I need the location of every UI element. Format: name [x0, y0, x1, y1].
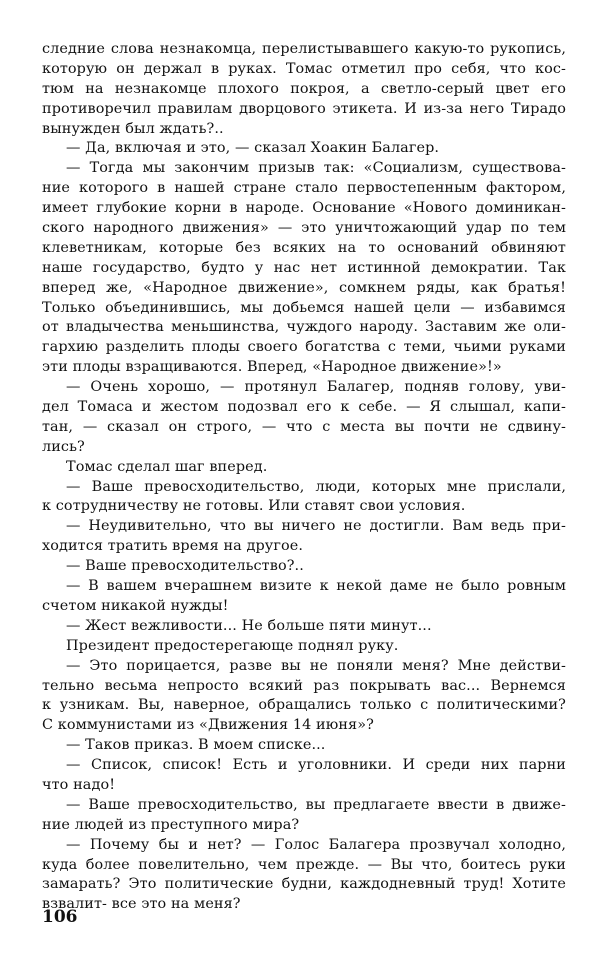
- text-line: Только объединившись, мы добьемся нашей цели — избавимся: [42, 299, 566, 316]
- text-line: — В вашем вчерашнем визите к некой даме не было ровным: [66, 578, 566, 595]
- text-line: что надо!: [42, 776, 116, 793]
- text-line: — Жест вежливости... Не больше пяти минут...: [66, 617, 432, 634]
- text-line: следние слова незнакомца, перелистывавшего какую-то рукопись,: [42, 41, 566, 57]
- text-line: имеет глубокие корни в народе. Основание «Нового доминикан-: [42, 200, 566, 217]
- text-line: Томас сделал шаг вперед.: [66, 458, 268, 475]
- text-line: — Тогда мы закончим призыв так: «Социализм, существова-: [66, 160, 566, 177]
- text-line: к узникам. Вы, наверное, обращались только с политическими?: [42, 697, 566, 714]
- text-line: ходится тратить время на другое.: [42, 538, 304, 555]
- text-line: — Это порицается, разве вы не поняли меня? Мне действи-: [66, 657, 566, 674]
- text-line: вынужден был ждать?..: [42, 120, 224, 137]
- text-line: наше государство, будто у нас нет истинной демократии. Так: [42, 259, 566, 276]
- text-line: ского народного движения» — это уничтожающий удар по тем: [42, 220, 566, 237]
- text-line: С коммунистами из «Движения 14 июня»?: [42, 717, 374, 734]
- text-line: — Почему бы и нет? — Голос Балагера прозвучал холодно,: [66, 836, 566, 853]
- page-text: [42, 40, 566, 915]
- text-line: от владычества меньшинства, чуждого народу. Заставим же оли-: [42, 319, 566, 336]
- text-line: — Ваше превосходительство, люди, которых мне прислали,: [66, 478, 566, 495]
- text-line: — Очень хорошо, — протянул Балагер, подняв голову, уви-: [66, 379, 566, 396]
- text-line: ние которого в нашей стране стало первостепенным фактором,: [42, 180, 566, 197]
- text-line: тюм на незнакомце плохого покроя, а светло-серый цвет его: [42, 80, 566, 97]
- text-line: к сотрудничеству не готовы. Или ставят свои условия.: [42, 498, 466, 515]
- text-line: клеветникам, которые без всяких на то оснований обвиняют: [42, 239, 566, 256]
- text-line: вперед же, «Народное движение», сомкнем ряды, как братья!: [42, 279, 566, 296]
- text-line: взвалит- все это на меня?: [42, 896, 241, 913]
- text-line: дел Томаса и жестом подозвал его к себе. — Я слышал, капи-: [42, 399, 566, 416]
- text-line: противоречил правилам дворцового этикета. И из-за него Тирадо: [42, 100, 566, 117]
- text-line: — Да, включая и это, — сказал Хоакин Балагер.: [66, 140, 440, 157]
- text-line: куда более повелительно, чем прежде. — Вы что, боитесь руки: [42, 856, 566, 873]
- text-line: счетом никакой нужды!: [42, 597, 229, 614]
- text-line: — Список, список! Есть и уголовники. И среди них парни: [66, 757, 566, 774]
- text-line: тельно весьма непросто всякий раз покрывать вас... Вернемся: [42, 677, 566, 694]
- text-line: лись?: [42, 438, 85, 455]
- text-line: гархию разделить плоды своего богатства с теми, чьими руками: [42, 339, 566, 356]
- page-number: 106: [42, 907, 78, 927]
- text-line: ние людей из преступного мира?: [42, 816, 300, 833]
- text-line: Президент предостерегающе поднял руку.: [66, 637, 399, 654]
- text-line: — Неудивительно, что вы ничего не достигли. Вам ведь при-: [66, 518, 566, 535]
- text-line: эти плоды взращиваются. Вперед, «Народное движение»!»: [42, 359, 502, 376]
- text-line: — Ваше превосходительство?..: [66, 558, 304, 575]
- text-line: тан, — сказал он строго, — что с места вы почти не сдвину-: [42, 418, 566, 435]
- text-line: замарать? Это политические будни, каждодневный труд! Хотите: [42, 876, 566, 893]
- text-line: — Таков приказ. В моем списке...: [66, 737, 326, 754]
- text-line: — Ваше превосходительство, вы предлагаете ввести в движе-: [66, 796, 566, 813]
- text-line: которую он держал в руках. Томас отметил про себя, что кос-: [42, 60, 566, 77]
